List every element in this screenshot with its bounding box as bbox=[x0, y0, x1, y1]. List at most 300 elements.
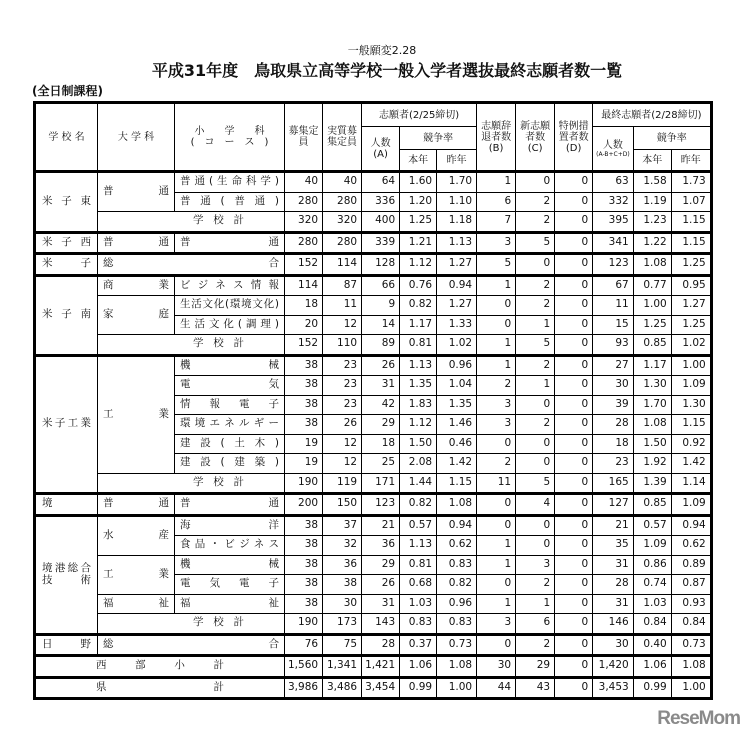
cell-real-capacity: 75 bbox=[323, 634, 362, 656]
cell-rate-this-year: 0.82 bbox=[400, 296, 437, 316]
cell-applicants-a: 18 bbox=[362, 434, 400, 454]
cell-withdrawn-b: 1 bbox=[477, 275, 516, 296]
cell-new-c: 2 bbox=[516, 575, 555, 595]
cell-applicants-a: 123 bbox=[362, 494, 400, 516]
cell-real-capacity: 11 bbox=[323, 296, 362, 316]
cell-rate-last-year: 1.04 bbox=[437, 376, 477, 396]
cell-real-capacity: 3,486 bbox=[323, 677, 362, 699]
course-name: 普通 bbox=[175, 494, 285, 516]
region-subtotal-row bbox=[35, 656, 712, 678]
cell-final-count: 93 bbox=[593, 335, 634, 356]
cell-withdrawn-b: 3 bbox=[477, 614, 516, 635]
cell-final-rate-this-year: 1.09 bbox=[633, 536, 671, 556]
course-name: 普通 bbox=[175, 232, 285, 254]
cell-real-capacity: 150 bbox=[323, 494, 362, 516]
header-last-year: 昨年 bbox=[437, 150, 477, 172]
cell-real-capacity: 87 bbox=[323, 275, 362, 296]
course-name: 普通(普通) bbox=[175, 192, 285, 212]
cell-final-rate-last-year: 1.00 bbox=[671, 677, 711, 699]
table-row bbox=[35, 296, 712, 316]
school-name: 米子 bbox=[35, 254, 98, 276]
course-name: 食品・ビジネス bbox=[175, 536, 285, 556]
cell-new-c: 2 bbox=[516, 296, 555, 316]
cell-final-rate-this-year: 1.08 bbox=[633, 415, 671, 435]
cell-withdrawn-b: 0 bbox=[477, 515, 516, 536]
cell-special-d: 0 bbox=[555, 634, 593, 656]
table-row bbox=[35, 355, 712, 376]
cell-rate-last-year: 0.46 bbox=[437, 434, 477, 454]
cell-final-rate-last-year: 1.09 bbox=[671, 376, 711, 396]
cell-special-d: 0 bbox=[555, 192, 593, 212]
course-name: 機械 bbox=[175, 355, 285, 376]
cell-rate-this-year: 1.03 bbox=[400, 594, 437, 614]
school-name: 境 bbox=[35, 494, 98, 516]
department-name: 普通 bbox=[98, 494, 175, 516]
cell-applicants-a: 3,454 bbox=[362, 677, 400, 699]
school-total-row bbox=[35, 335, 712, 356]
cell-rate-last-year: 1.15 bbox=[437, 473, 477, 494]
cell-withdrawn-b: 1 bbox=[477, 594, 516, 614]
cell-capacity: 200 bbox=[285, 494, 323, 516]
department-name: 商業 bbox=[98, 275, 175, 296]
cell-real-capacity: 23 bbox=[323, 376, 362, 396]
cell-new-c: 0 bbox=[516, 254, 555, 276]
course-name: 海洋 bbox=[175, 515, 285, 536]
cell-withdrawn-b: 0 bbox=[477, 634, 516, 656]
cell-new-c: 0 bbox=[516, 395, 555, 415]
department-name: 福祉 bbox=[98, 594, 175, 614]
cell-applicants-a: 26 bbox=[362, 355, 400, 376]
cell-withdrawn-b: 7 bbox=[477, 212, 516, 233]
cell-special-d: 0 bbox=[555, 656, 593, 678]
cell-withdrawn-b: 1 bbox=[477, 555, 516, 575]
cell-final-rate-this-year: 1.58 bbox=[633, 172, 671, 193]
cell-final-rate-this-year: 0.99 bbox=[633, 677, 671, 699]
cell-rate-this-year: 0.68 bbox=[400, 575, 437, 595]
header-final-count bbox=[593, 127, 634, 172]
course-name: 普通(生命科学) bbox=[175, 172, 285, 193]
cell-final-rate-this-year: 0.86 bbox=[633, 555, 671, 575]
cell-final-count: 28 bbox=[593, 575, 634, 595]
cell-real-capacity: 12 bbox=[323, 434, 362, 454]
cell-final-count: 146 bbox=[593, 614, 634, 635]
cell-applicants-a: 1,421 bbox=[362, 656, 400, 678]
cell-real-capacity: 12 bbox=[323, 454, 362, 474]
cell-capacity: 38 bbox=[285, 355, 323, 376]
cell-applicants-a: 28 bbox=[362, 634, 400, 656]
course-name: 環境エネルギー bbox=[175, 415, 285, 435]
cell-rate-this-year: 1.20 bbox=[400, 192, 437, 212]
cell-withdrawn-b: 30 bbox=[477, 656, 516, 678]
cell-final-count: 27 bbox=[593, 355, 634, 376]
cell-rate-last-year: 1.42 bbox=[437, 454, 477, 474]
cell-final-rate-last-year: 1.25 bbox=[671, 254, 711, 276]
cell-final-rate-last-year: 0.62 bbox=[671, 536, 711, 556]
table-row bbox=[35, 232, 712, 254]
cell-new-c: 2 bbox=[516, 634, 555, 656]
department-name: 工業 bbox=[98, 555, 175, 594]
cell-final-rate-this-year: 0.40 bbox=[633, 634, 671, 656]
cell-capacity: 38 bbox=[285, 376, 323, 396]
cell-final-rate-last-year: 0.84 bbox=[671, 614, 711, 635]
cell-new-c: 6 bbox=[516, 614, 555, 635]
cell-withdrawn-b: 3 bbox=[477, 415, 516, 435]
header-dept: 大 学 科 bbox=[98, 103, 175, 172]
cell-new-c: 5 bbox=[516, 335, 555, 356]
header-school: 学 校 名 bbox=[35, 103, 98, 172]
cell-applicants-a: 29 bbox=[362, 555, 400, 575]
cell-final-rate-this-year: 1.30 bbox=[633, 376, 671, 396]
cell-withdrawn-b: 0 bbox=[477, 575, 516, 595]
cell-final-rate-this-year: 0.77 bbox=[633, 275, 671, 296]
department-name: 総合 bbox=[98, 634, 285, 656]
cell-new-c: 1 bbox=[516, 376, 555, 396]
cell-capacity: 190 bbox=[285, 614, 323, 635]
header-this-year: 本年 bbox=[400, 150, 437, 172]
cell-capacity: 114 bbox=[285, 275, 323, 296]
cell-final-rate-this-year: 1.92 bbox=[633, 454, 671, 474]
cell-applicants-a: 31 bbox=[362, 594, 400, 614]
cell-new-c: 2 bbox=[516, 355, 555, 376]
cell-final-rate-this-year: 1.23 bbox=[633, 212, 671, 233]
cell-capacity: 38 bbox=[285, 594, 323, 614]
cell-new-c: 5 bbox=[516, 473, 555, 494]
cell-new-c: 3 bbox=[516, 555, 555, 575]
course-name: 生活文化(環境文化) bbox=[175, 296, 285, 316]
cell-applicants-a: 66 bbox=[362, 275, 400, 296]
school-total-label: 学校計 bbox=[98, 212, 285, 233]
cell-final-rate-last-year: 0.93 bbox=[671, 594, 711, 614]
cell-withdrawn-b: 1 bbox=[477, 172, 516, 193]
cell-final-count: 3,453 bbox=[593, 677, 634, 699]
cell-new-c: 0 bbox=[516, 454, 555, 474]
cell-final-rate-last-year: 1.00 bbox=[671, 355, 711, 376]
cell-final-rate-last-year: 0.94 bbox=[671, 515, 711, 536]
cell-new-c: 0 bbox=[516, 172, 555, 193]
cell-special-d: 0 bbox=[555, 315, 593, 335]
cell-withdrawn-b: 3 bbox=[477, 232, 516, 254]
cell-real-capacity: 36 bbox=[323, 555, 362, 575]
cell-applicants-a: 128 bbox=[362, 254, 400, 276]
header-special: 特例措置者数(D) bbox=[555, 103, 593, 172]
cell-rate-this-year: 0.57 bbox=[400, 515, 437, 536]
cell-rate-last-year: 1.27 bbox=[437, 296, 477, 316]
cell-real-capacity: 280 bbox=[323, 232, 362, 254]
cell-final-count: 165 bbox=[593, 473, 634, 494]
cell-new-c: 2 bbox=[516, 415, 555, 435]
cell-final-rate-last-year: 0.92 bbox=[671, 434, 711, 454]
cell-final-rate-this-year: 0.85 bbox=[633, 335, 671, 356]
cell-rate-last-year: 1.08 bbox=[437, 656, 477, 678]
cell-withdrawn-b: 2 bbox=[477, 454, 516, 474]
cell-rate-this-year: 0.81 bbox=[400, 555, 437, 575]
cell-real-capacity: 23 bbox=[323, 355, 362, 376]
cell-final-count: 35 bbox=[593, 536, 634, 556]
cell-new-c: 2 bbox=[516, 192, 555, 212]
cell-final-count: 30 bbox=[593, 376, 634, 396]
cell-final-rate-last-year: 1.25 bbox=[671, 315, 711, 335]
cell-final-count: 127 bbox=[593, 494, 634, 516]
school-name: 日野 bbox=[35, 634, 98, 656]
watermark-logo: ReseMom bbox=[657, 708, 740, 729]
cell-real-capacity: 26 bbox=[323, 415, 362, 435]
header-competition2: 競争率 bbox=[633, 127, 711, 150]
cell-final-rate-last-year: 0.95 bbox=[671, 275, 711, 296]
header-new-applicants: 新志願者数(C) bbox=[516, 103, 555, 172]
cell-final-rate-this-year: 0.74 bbox=[633, 575, 671, 595]
cell-special-d: 0 bbox=[555, 296, 593, 316]
cell-new-c: 1 bbox=[516, 594, 555, 614]
course-name: 情報電子 bbox=[175, 395, 285, 415]
page-title: 平成31年度 鳥取県立高等学校一般入学者選抜最終志願者数一覧 bbox=[151, 61, 623, 80]
cell-new-c: 2 bbox=[516, 275, 555, 296]
header-competition: 競争率 bbox=[400, 127, 477, 150]
cell-final-rate-last-year: 0.73 bbox=[671, 634, 711, 656]
cell-applicants-a: 29 bbox=[362, 415, 400, 435]
cell-final-rate-last-year: 1.15 bbox=[671, 232, 711, 254]
school-name: 米子西 bbox=[35, 232, 98, 254]
cell-withdrawn-b: 0 bbox=[477, 315, 516, 335]
cell-final-rate-last-year: 1.73 bbox=[671, 172, 711, 193]
cell-withdrawn-b: 6 bbox=[477, 192, 516, 212]
cell-applicants-a: 9 bbox=[362, 296, 400, 316]
cell-capacity: 38 bbox=[285, 515, 323, 536]
cell-final-rate-this-year: 1.19 bbox=[633, 192, 671, 212]
cell-rate-last-year: 0.73 bbox=[437, 634, 477, 656]
cell-new-c: 2 bbox=[516, 212, 555, 233]
cell-final-rate-this-year: 1.08 bbox=[633, 254, 671, 276]
table-row bbox=[35, 594, 712, 614]
header-count-a: 人数(A) bbox=[362, 127, 400, 172]
cell-final-count: 11 bbox=[593, 296, 634, 316]
cell-real-capacity: 110 bbox=[323, 335, 362, 356]
cell-final-count: 18 bbox=[593, 434, 634, 454]
cell-new-c: 0 bbox=[516, 434, 555, 454]
cell-final-rate-this-year: 1.00 bbox=[633, 296, 671, 316]
cell-special-d: 0 bbox=[555, 212, 593, 233]
cell-new-c: 1 bbox=[516, 315, 555, 335]
cell-new-c: 29 bbox=[516, 656, 555, 678]
cell-special-d: 0 bbox=[555, 454, 593, 474]
header-course-line2: ( コ ー ス ) bbox=[190, 137, 269, 148]
cell-withdrawn-b: 2 bbox=[477, 376, 516, 396]
cell-capacity: 320 bbox=[285, 212, 323, 233]
table-row bbox=[35, 555, 712, 575]
cell-capacity: 152 bbox=[285, 254, 323, 276]
cell-applicants-a: 171 bbox=[362, 473, 400, 494]
cell-special-d: 0 bbox=[555, 434, 593, 454]
cell-rate-last-year: 1.00 bbox=[437, 677, 477, 699]
cell-applicants-a: 31 bbox=[362, 376, 400, 396]
cell-final-rate-last-year: 1.14 bbox=[671, 473, 711, 494]
cell-final-rate-last-year: 1.07 bbox=[671, 192, 711, 212]
cell-final-rate-this-year: 1.50 bbox=[633, 434, 671, 454]
school-name: 米子南 bbox=[35, 275, 98, 355]
course-name: 電気 bbox=[175, 376, 285, 396]
cell-final-count: 67 bbox=[593, 275, 634, 296]
header-course bbox=[175, 103, 285, 172]
course-name: ビジネス情報 bbox=[175, 275, 285, 296]
cell-real-capacity: 32 bbox=[323, 536, 362, 556]
table-row bbox=[35, 515, 712, 536]
summary-label: 県計 bbox=[35, 677, 285, 699]
header-real-capacity: 実質募集定員 bbox=[323, 103, 362, 172]
cell-special-d: 0 bbox=[555, 415, 593, 435]
cell-real-capacity: 12 bbox=[323, 315, 362, 335]
cell-applicants-a: 36 bbox=[362, 536, 400, 556]
cell-capacity: 38 bbox=[285, 395, 323, 415]
cell-capacity: 18 bbox=[285, 296, 323, 316]
cell-rate-this-year: 0.83 bbox=[400, 614, 437, 635]
cell-new-c: 5 bbox=[516, 232, 555, 254]
school-name: 米子工業 bbox=[35, 355, 98, 494]
school-total-label: 学校計 bbox=[98, 614, 285, 635]
cell-rate-last-year: 1.13 bbox=[437, 232, 477, 254]
cell-final-count: 341 bbox=[593, 232, 634, 254]
cell-rate-this-year: 2.08 bbox=[400, 454, 437, 474]
header-this-year2: 本年 bbox=[633, 150, 671, 172]
cell-capacity: 3,986 bbox=[285, 677, 323, 699]
header-final: 最終志願者(2/28締切) bbox=[593, 103, 712, 127]
cell-rate-this-year: 1.60 bbox=[400, 172, 437, 193]
cell-rate-this-year: 1.50 bbox=[400, 434, 437, 454]
cell-final-rate-last-year: 1.30 bbox=[671, 395, 711, 415]
course-name: 建設(建築) bbox=[175, 454, 285, 474]
cell-special-d: 0 bbox=[555, 376, 593, 396]
cell-special-d: 0 bbox=[555, 232, 593, 254]
cell-capacity: 76 bbox=[285, 634, 323, 656]
cell-capacity: 38 bbox=[285, 575, 323, 595]
cell-rate-last-year: 1.35 bbox=[437, 395, 477, 415]
prefecture-total-row bbox=[35, 677, 712, 699]
cell-new-c: 0 bbox=[516, 515, 555, 536]
school-total-row bbox=[35, 212, 712, 233]
cell-withdrawn-b: 1 bbox=[477, 335, 516, 356]
cell-special-d: 0 bbox=[555, 395, 593, 415]
cell-final-rate-last-year: 1.02 bbox=[671, 335, 711, 356]
cell-rate-last-year: 1.27 bbox=[437, 254, 477, 276]
department-name: 工業 bbox=[98, 355, 175, 473]
cell-rate-this-year: 1.17 bbox=[400, 315, 437, 335]
cell-final-rate-last-year: 1.08 bbox=[671, 656, 711, 678]
cell-real-capacity: 40 bbox=[323, 172, 362, 193]
cell-applicants-a: 21 bbox=[362, 515, 400, 536]
cell-rate-this-year: 1.06 bbox=[400, 656, 437, 678]
table-row bbox=[35, 254, 712, 276]
cell-final-rate-this-year: 1.70 bbox=[633, 395, 671, 415]
cell-applicants-a: 339 bbox=[362, 232, 400, 254]
cell-applicants-a: 26 bbox=[362, 575, 400, 595]
cell-applicants-a: 336 bbox=[362, 192, 400, 212]
cell-special-d: 0 bbox=[555, 335, 593, 356]
cell-rate-last-year: 0.83 bbox=[437, 555, 477, 575]
header-final-count-label: 人数 bbox=[602, 139, 623, 151]
cell-special-d: 0 bbox=[555, 677, 593, 699]
cell-withdrawn-b: 1 bbox=[477, 355, 516, 376]
cell-rate-last-year: 0.96 bbox=[437, 355, 477, 376]
cell-final-rate-this-year: 1.39 bbox=[633, 473, 671, 494]
cell-rate-last-year: 0.94 bbox=[437, 275, 477, 296]
cell-capacity: 152 bbox=[285, 335, 323, 356]
course-name: 福祉 bbox=[175, 594, 285, 614]
cell-real-capacity: 119 bbox=[323, 473, 362, 494]
cell-special-d: 0 bbox=[555, 473, 593, 494]
cell-special-d: 0 bbox=[555, 555, 593, 575]
cell-rate-last-year: 1.33 bbox=[437, 315, 477, 335]
revision-note: 一般願変2.28 bbox=[347, 44, 417, 57]
cell-rate-this-year: 0.37 bbox=[400, 634, 437, 656]
cell-capacity: 38 bbox=[285, 555, 323, 575]
cell-capacity: 20 bbox=[285, 315, 323, 335]
cell-final-count: 15 bbox=[593, 315, 634, 335]
school-total-row bbox=[35, 614, 712, 635]
cell-real-capacity: 38 bbox=[323, 575, 362, 595]
cell-final-rate-last-year: 1.15 bbox=[671, 415, 711, 435]
cell-final-rate-last-year: 1.09 bbox=[671, 494, 711, 516]
cell-final-rate-this-year: 1.22 bbox=[633, 232, 671, 254]
course-name: 電気電子 bbox=[175, 575, 285, 595]
cell-withdrawn-b: 0 bbox=[477, 494, 516, 516]
cell-final-rate-this-year: 0.85 bbox=[633, 494, 671, 516]
cell-final-rate-last-year: 1.42 bbox=[671, 454, 711, 474]
cell-final-count: 63 bbox=[593, 172, 634, 193]
header-applicants: 志願者(2/25締切) bbox=[362, 103, 477, 127]
cell-special-d: 0 bbox=[555, 494, 593, 516]
cell-special-d: 0 bbox=[555, 172, 593, 193]
cell-withdrawn-b: 0 bbox=[477, 434, 516, 454]
cell-withdrawn-b: 1 bbox=[477, 536, 516, 556]
cell-rate-this-year: 1.12 bbox=[400, 254, 437, 276]
cell-capacity: 19 bbox=[285, 454, 323, 474]
cell-rate-last-year: 1.70 bbox=[437, 172, 477, 193]
cell-final-count: 28 bbox=[593, 415, 634, 435]
cell-rate-this-year: 0.82 bbox=[400, 494, 437, 516]
cell-final-rate-last-year: 0.87 bbox=[671, 575, 711, 595]
school-total-row bbox=[35, 473, 712, 494]
header-course-line1: 小 学 科 bbox=[194, 126, 265, 137]
department-name: 家庭 bbox=[98, 296, 175, 335]
cell-capacity: 280 bbox=[285, 192, 323, 212]
cell-withdrawn-b: 11 bbox=[477, 473, 516, 494]
cell-special-d: 0 bbox=[555, 275, 593, 296]
school-name: 米子東 bbox=[35, 172, 98, 233]
cell-new-c: 4 bbox=[516, 494, 555, 516]
cell-final-count: 1,420 bbox=[593, 656, 634, 678]
department-name: 水産 bbox=[98, 515, 175, 555]
cell-final-count: 39 bbox=[593, 395, 634, 415]
header-last-year2: 昨年 bbox=[671, 150, 711, 172]
cell-rate-this-year: 1.13 bbox=[400, 536, 437, 556]
cell-final-count: 332 bbox=[593, 192, 634, 212]
cell-rate-last-year: 1.08 bbox=[437, 494, 477, 516]
cell-withdrawn-b: 3 bbox=[477, 395, 516, 415]
cell-special-d: 0 bbox=[555, 536, 593, 556]
cell-applicants-a: 64 bbox=[362, 172, 400, 193]
cell-rate-last-year: 1.18 bbox=[437, 212, 477, 233]
cell-rate-last-year: 1.02 bbox=[437, 335, 477, 356]
cell-final-rate-this-year: 0.57 bbox=[633, 515, 671, 536]
cell-rate-this-year: 1.44 bbox=[400, 473, 437, 494]
cell-rate-this-year: 1.83 bbox=[400, 395, 437, 415]
cell-new-c: 0 bbox=[516, 536, 555, 556]
school-total-label: 学校計 bbox=[98, 335, 285, 356]
school-total-label: 学校計 bbox=[98, 473, 285, 494]
cell-rate-this-year: 0.76 bbox=[400, 275, 437, 296]
cell-applicants-a: 400 bbox=[362, 212, 400, 233]
cell-capacity: 38 bbox=[285, 536, 323, 556]
cell-applicants-a: 25 bbox=[362, 454, 400, 474]
cell-applicants-a: 89 bbox=[362, 335, 400, 356]
